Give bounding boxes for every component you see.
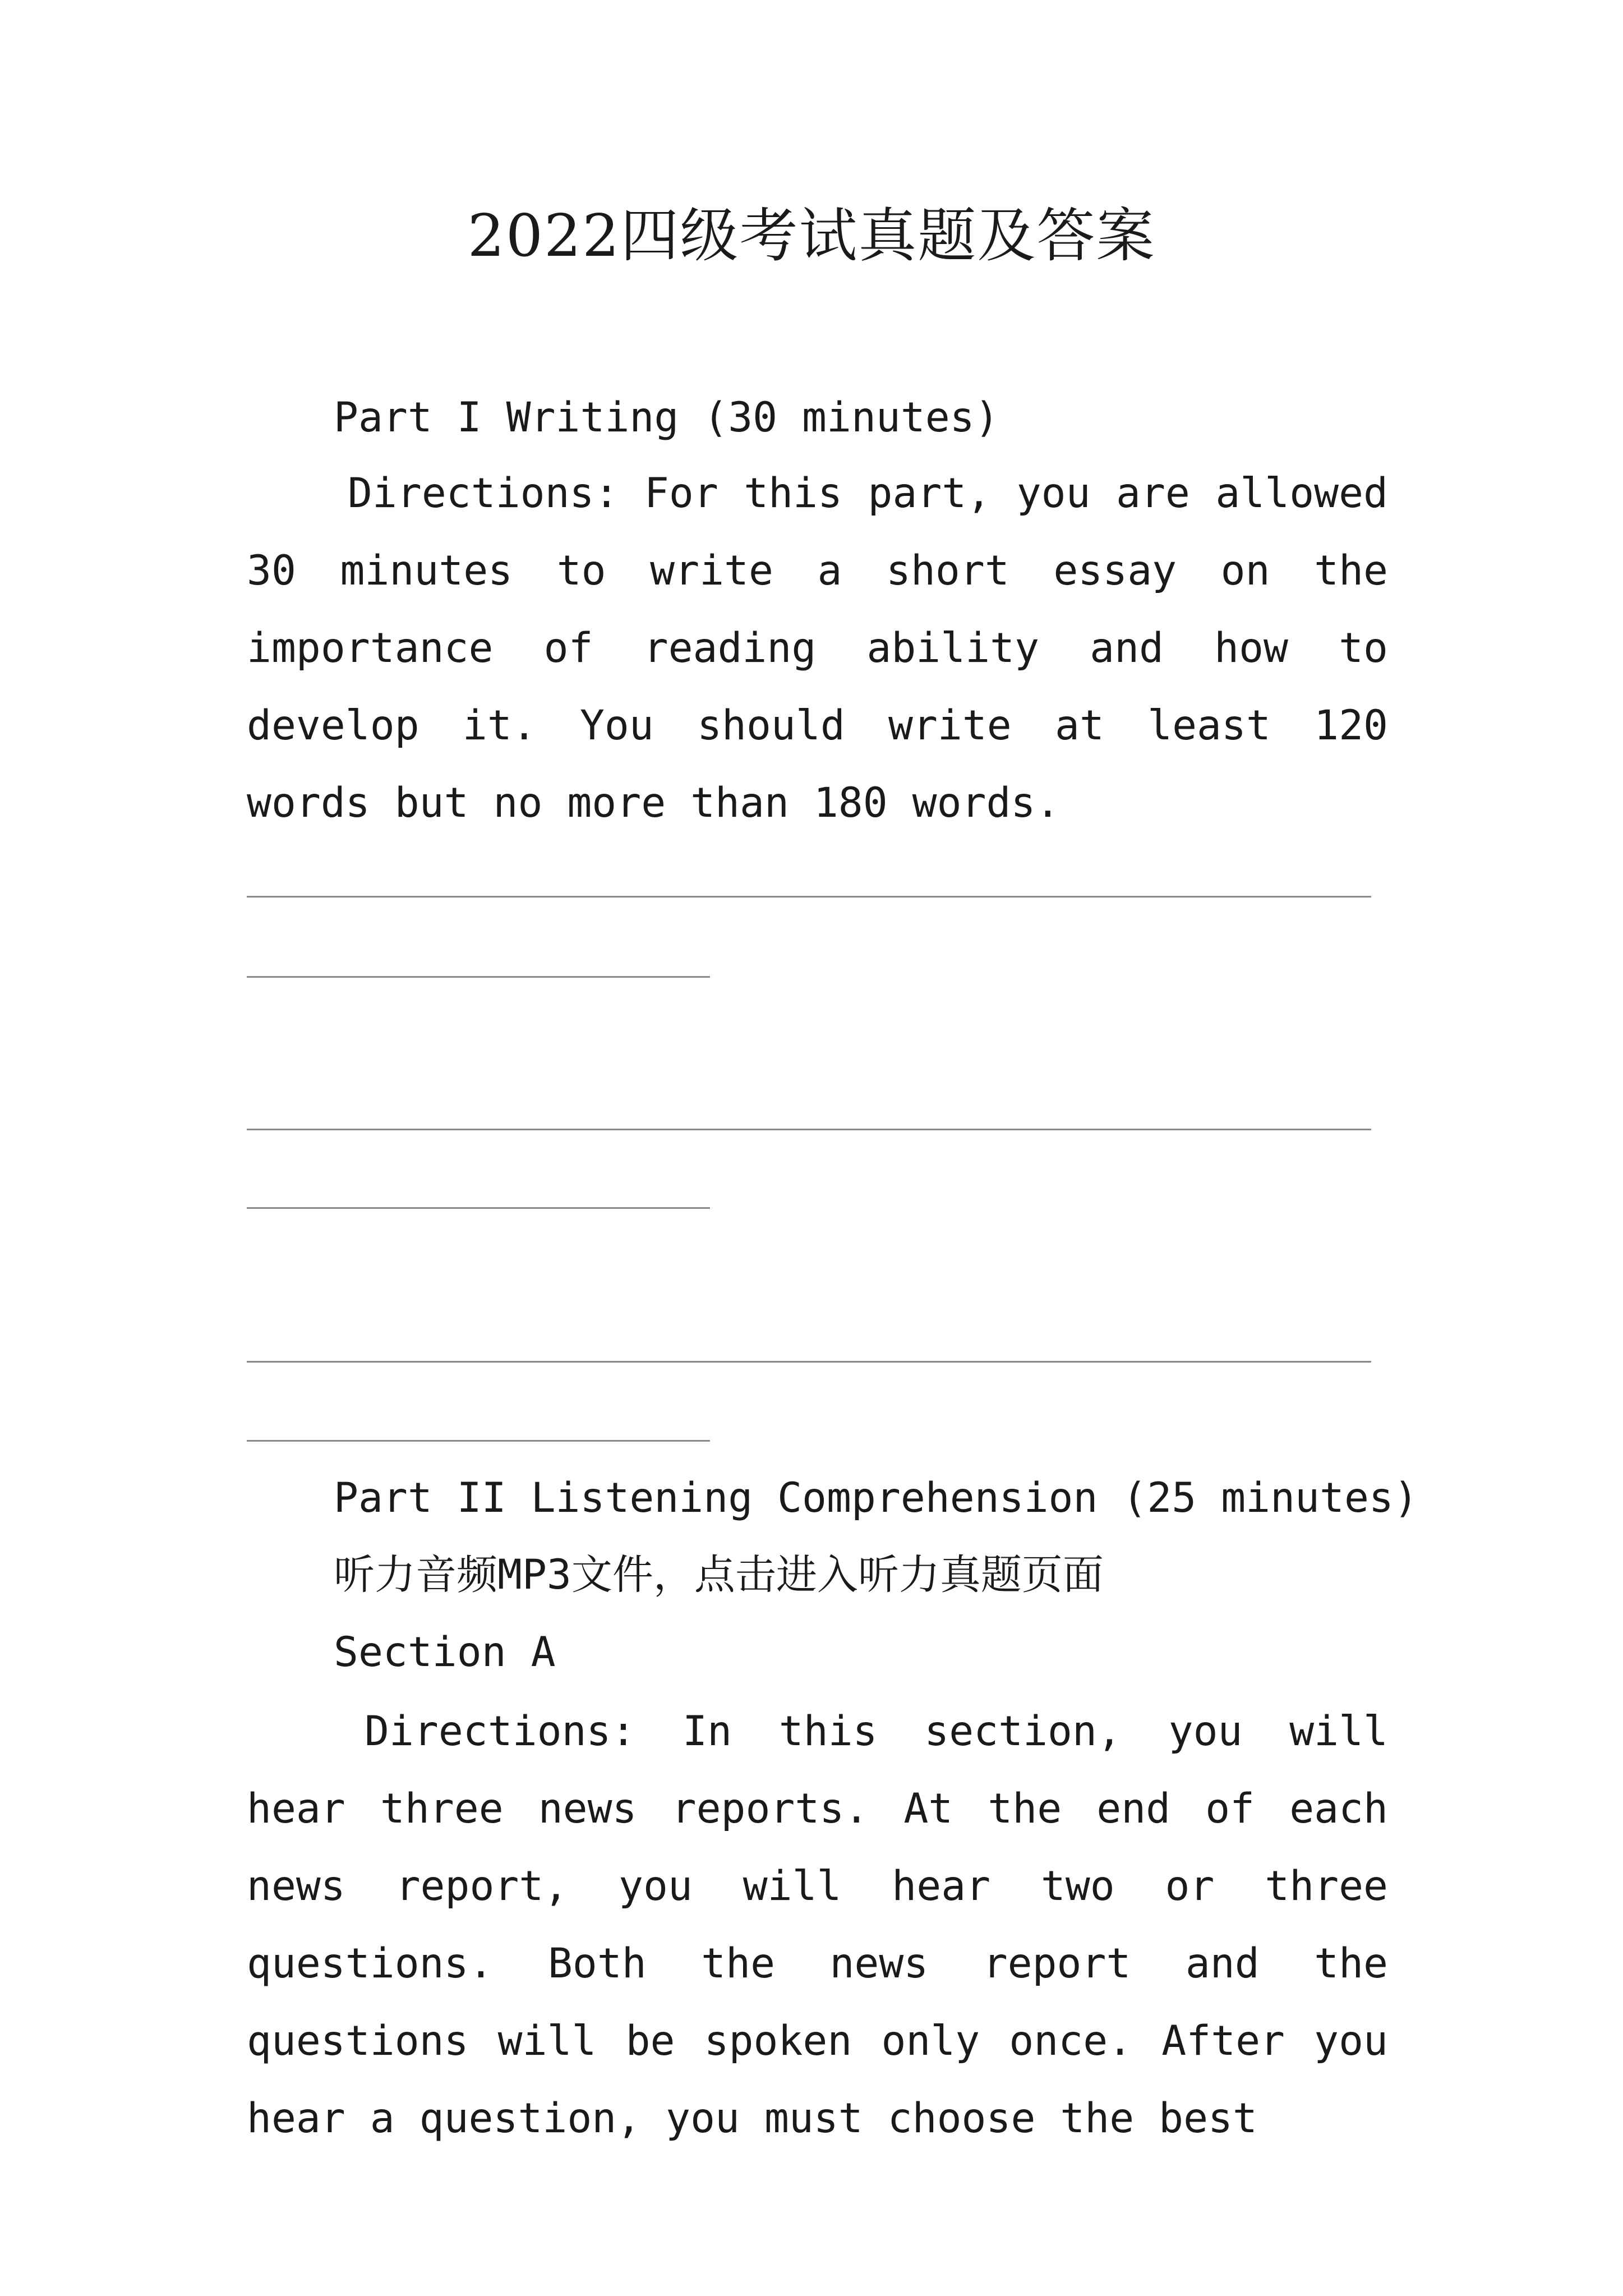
part1-heading: Part I Writing (30 minutes): [334, 394, 999, 441]
part2-heading: Part II Listening Comprehension (25 minutes): [334, 1474, 1418, 1522]
answer-line: [247, 896, 1371, 898]
answer-line: [247, 1440, 710, 1442]
answer-line: [247, 976, 710, 978]
section-a-directions: Directions: In this section, you will hear three news reports. At the end of each news report, you will hear two or three questions. Both the news report and the questions will be spoken only once. After you hear a question, you must choose the best: [247, 1708, 1388, 2142]
answer-line: [247, 1129, 1371, 1130]
answer-line: [247, 1361, 1371, 1363]
section-a-heading: Section A: [334, 1628, 556, 1676]
part1-directions: Directions: For this part, you are allowed 30 minutes to write a short essay on the importance of reading ability and how to develop it. You should write at least 120 words but no more than 180 words.: [247, 470, 1388, 827]
page-title: 2022四级考试真题及答案: [467, 201, 1156, 270]
answer-line: [247, 1207, 710, 1209]
audio-link[interactable]: 听力音频MP3文件，点击进入听力真题页面: [334, 1551, 1104, 1599]
